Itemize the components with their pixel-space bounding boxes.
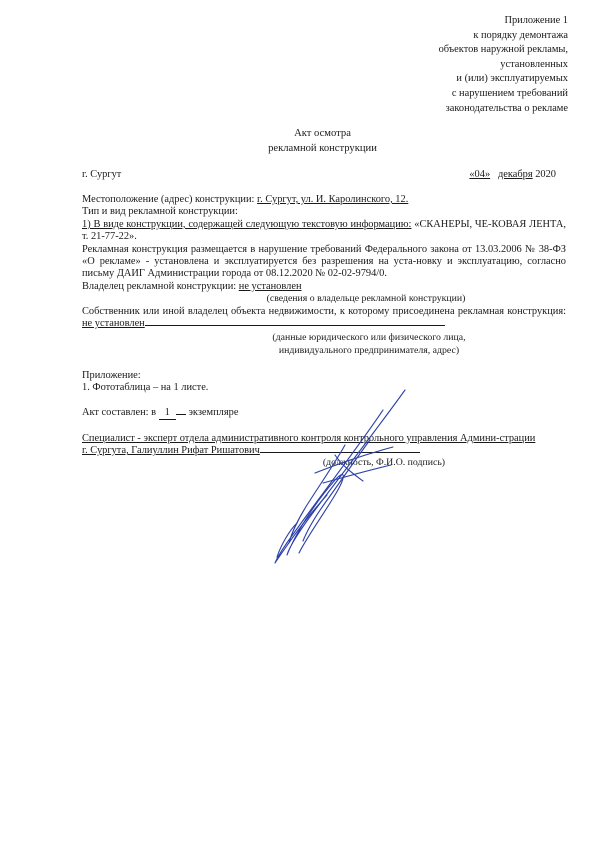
attachment-item: 1. Фототаблица – на 1 листе. [82,382,209,394]
property-owner-note-2: индивидуального предпринимателя, адрес) [278,344,460,356]
specialist-line-2: г. Сургута, Галиуллин Рифат Ришатович [82,445,260,457]
type-value-text: «СКАНЕРЫ, ЧЕ-КОВАЯ ЛЕНТА, т. 21-77-22». [82,218,566,243]
location-label: Местоположение (адрес) конструкции: [82,194,255,205]
signature-line [260,452,420,453]
copies-count: 1 [159,407,176,420]
fill-line [145,325,445,326]
property-owner-note-1: (данные юридического или физического лица, [272,332,466,344]
location-row [82,194,566,206]
type-value [82,219,566,244]
owner-label: Владелец рекламной конструкции: [82,280,237,292]
appendix-line: установленных [500,58,568,70]
city: г. Сургут [82,169,122,180]
date-year: 2020 [535,169,556,180]
appendix-line: к порядку демонтажа [473,29,568,41]
copies-suffix: экземпляре [188,406,239,418]
property-owner-row [82,306,566,331]
owner-note: (сведения о владельце рекламной конструкции) [266,293,466,305]
appendix-line: с нарушением требований [451,87,568,99]
document-date [469,169,556,180]
appendix-line: объектов наружной рекламы, [438,44,568,56]
appendix-line: Приложение 1 [504,15,568,26]
appendix-line: законодательства о рекламе [445,102,568,114]
date-day: «04» [469,169,491,180]
location-value: г. Сургут, ул. И. Каролинского, 12. [257,194,409,205]
specialist-line-1: Специалист - эксперт отдела административного контроля контрольного управления Админи-страции [82,432,536,444]
appendix-block [439,14,568,116]
appendix-line: и (или) эксплуатируемых [456,73,568,85]
title-line-2: рекламной конструкции [268,142,377,154]
specialist-line-2-row [82,445,566,457]
copies-row [82,407,566,420]
property-owner-value: не установлен [82,318,145,330]
date-month: декабря [497,169,533,180]
attachment-label: Приложение: [82,369,141,381]
property-owner-label: Собственник или иной владелец объекта недвижимости, к которому присоединена рекламная конструкция: [82,305,566,317]
document-body [82,194,566,470]
copies-prefix: Акт составлен: в [82,406,157,418]
violation-text: Рекламная конструкция размещается в нарушение требований Федерального закона от 13.03.2006 № 38-ФЗ «О рекламе» - установлена и эксплуатируется без разрешения на уста-новку и эксплуатацию, согласно письму ДАИГ Администрации города от 08.12.2020 № 02-02-9794/0. [82,243,566,280]
type-label: Тип и вид рекламной конструкции: [82,206,238,218]
specialist-note: (должность, Ф.И.О. подпись) [322,457,446,469]
owner-row [82,281,566,293]
title-line-1: Акт осмотра [294,128,351,139]
type-value-underlined: 1) В виде конструкции, содержащей следующую текстовую информацию: [82,218,412,230]
owner-value: не установлен [238,280,302,292]
document-title [0,127,595,156]
